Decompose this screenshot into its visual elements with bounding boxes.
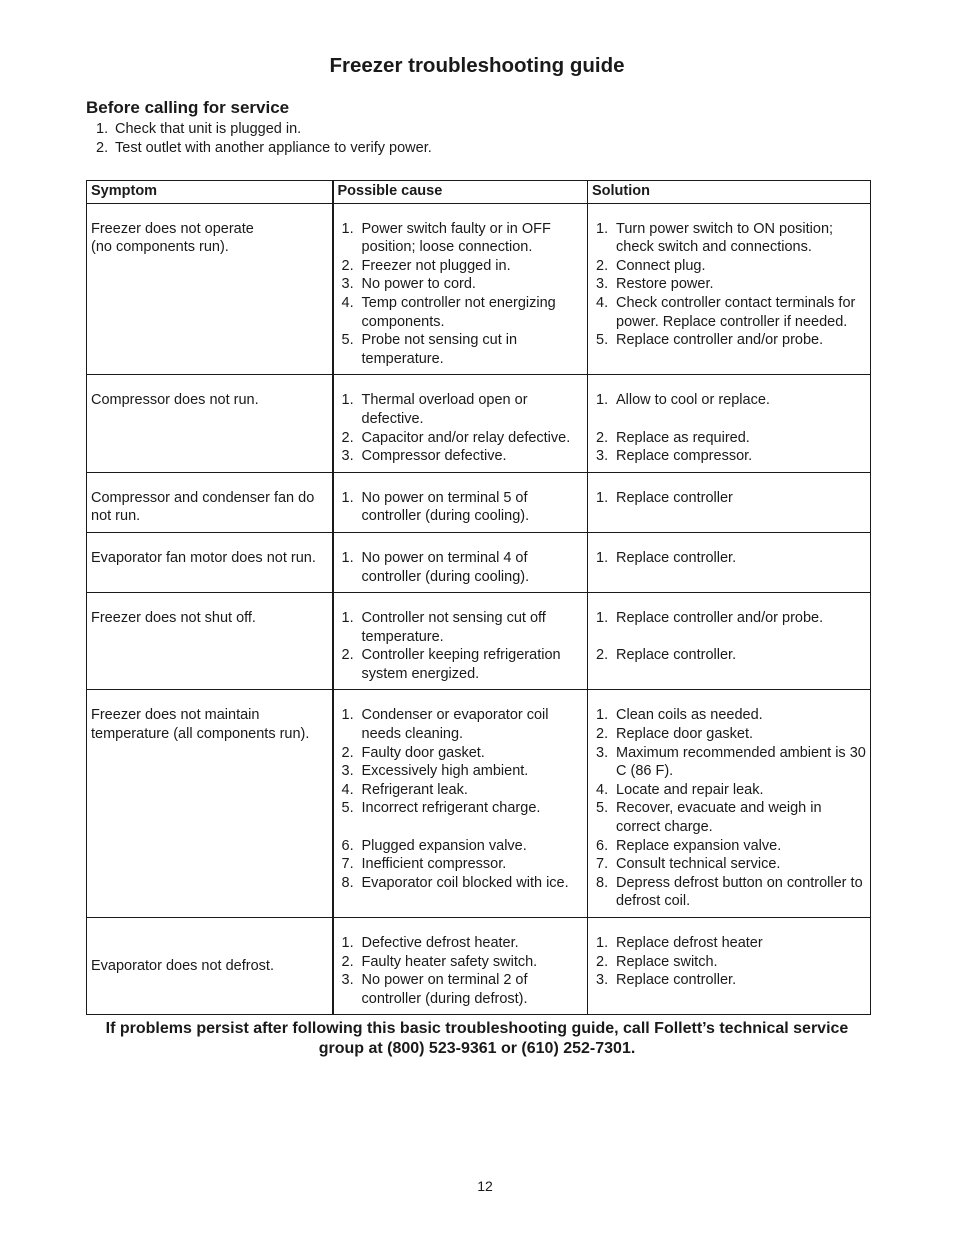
cause-item: 2. Faulty door gasket. (341, 744, 485, 761)
cause-item: 3. Compressor defective. (341, 448, 507, 465)
cause-item: 1. Condenser or evaporator coil needs cleaning. (341, 707, 549, 743)
solution-item: 2. Replace controller. (596, 647, 737, 664)
cause-item: 2. Controller keeping refrigeration system energized. (341, 647, 561, 682)
symptom-cell: Evaporator does not defrost. (87, 918, 333, 1015)
cause-cell (333, 532, 588, 592)
solution-item: 8. Depress defrost button on controller to defrost coil. (596, 874, 863, 910)
list-item: 1. Check that unit is plugged in. (96, 121, 302, 137)
symptom-cell: Freezer does not operate (no components run). (87, 203, 333, 375)
symptom-cell: Freezer does not shut off. (87, 593, 333, 690)
table-row (87, 375, 871, 472)
solution-item: 1. Clean coils as needed. (596, 707, 763, 724)
cause-item: 7. Inefficient compressor. (341, 856, 507, 873)
solution-item: 4. Check controller contact terminals for power. Replace controller if needed. (596, 294, 856, 330)
cause-item: 2. Freezer not plugged in. (341, 257, 511, 274)
cause-item: 1. Power switch faulty or in OFF position; loose connection. (341, 220, 551, 256)
service-contact-note: If problems persist after following this basic troubleshooting guide, call Follett’s technical service group at (800) 523-9361 or (610) 252-7301. (105, 1020, 849, 1057)
cause-item: 2. Faulty heater safety switch. (341, 953, 538, 970)
cause-cell (333, 472, 588, 532)
symptom-cell: Compressor does not run. (87, 375, 333, 472)
table-row (87, 203, 871, 375)
table-row (87, 472, 871, 532)
solution-item: 2. Replace as required. (596, 429, 750, 446)
cause-item: 1. No power on terminal 4 of controller (during cooling). (341, 549, 530, 585)
cause-item: 1. Defective defrost heater. (341, 935, 519, 951)
solution-item: 2. Replace switch. (596, 953, 718, 970)
solution-item: 1. Turn power switch to ON position; check switch and connections. (596, 220, 834, 256)
header-symptom: Symptom (87, 181, 333, 204)
table-row (87, 532, 871, 592)
solution-item: 4. Locate and repair leak. (596, 781, 764, 798)
troubleshooting-table (86, 180, 871, 1015)
header-solution: Solution (588, 181, 871, 204)
cause-cell (333, 375, 588, 472)
solution-item: 5. Replace controller and/or probe. (596, 332, 824, 349)
cause-item: 5. Probe not sensing cut in temperature. (341, 332, 518, 367)
header-possible-cause: Possible cause (333, 181, 588, 204)
solution-cell (588, 532, 871, 592)
cause-item: 3. No power to cord. (341, 276, 476, 293)
table-header-row (87, 181, 871, 204)
solution-item: 1. Replace controller (596, 489, 733, 506)
solution-cell (588, 375, 871, 472)
page-number: 12 (477, 1178, 493, 1194)
solution-item: 7. Consult technical service. (596, 856, 781, 873)
solution-item: 1. Allow to cool or replace. (596, 392, 770, 409)
cause-cell (333, 203, 588, 375)
before-service-heading: Before calling for service (86, 98, 290, 117)
solution-item: 3. Replace compressor. (596, 448, 753, 465)
symptom-cell: Freezer does not maintain temperature (all components run). (87, 690, 333, 918)
solution-item: 3. Maximum recommended ambient is 30 C (86 F). (596, 744, 866, 780)
solution-item: 6. Replace expansion valve. (596, 837, 782, 854)
symptom-cell: Evaporator fan motor does not run. (87, 532, 333, 592)
list-item: 2. Test outlet with another appliance to verify power. (96, 140, 432, 156)
solution-item: 1. Replace defrost heater (596, 935, 763, 951)
solution-item: 3. Replace controller. (596, 972, 737, 989)
cause-item: 6. Plugged expansion valve. (341, 837, 527, 854)
cause-item: 3. No power on terminal 2 of controller (during defrost). (341, 972, 528, 1007)
cause-item: 3. Excessively high ambient. (341, 763, 529, 780)
cause-item: 8. Evaporator coil blocked with ice. (341, 874, 569, 891)
table-row (87, 918, 871, 1015)
cause-cell (333, 918, 588, 1015)
solution-item: 3. Restore power. (596, 276, 714, 293)
solution-cell (588, 472, 871, 532)
cause-item: 4. Refrigerant leak. (341, 781, 468, 798)
table-row (87, 593, 871, 690)
cause-item: 4. Temp controller not energizing components. (341, 294, 556, 330)
cause-item: 5. Incorrect refrigerant charge. (341, 800, 541, 817)
table-row (87, 690, 871, 918)
solution-cell (588, 690, 871, 918)
before-service-list (86, 120, 432, 158)
cause-cell (333, 690, 588, 918)
solution-cell (588, 918, 871, 1015)
cause-item: 1. Thermal overload open or defective. (341, 392, 528, 427)
solution-item: 1. Replace controller and/or probe. (596, 610, 824, 627)
symptom-cell: Compressor and condenser fan do not run. (87, 472, 333, 532)
solution-item: 5. Recover, evacuate and weigh in correct charge. (596, 800, 822, 836)
solution-cell (588, 593, 871, 690)
cause-item: 1. No power on terminal 5 of controller (during cooling). (341, 489, 530, 525)
page-title: Freezer troubleshooting guide (329, 54, 625, 77)
solution-item: 2. Connect plug. (596, 257, 706, 274)
solution-item: 2. Replace door gasket. (596, 726, 754, 743)
solution-cell (588, 203, 871, 375)
cause-item: 1. Controller not sensing cut off temperature. (341, 610, 546, 645)
cause-cell (333, 593, 588, 690)
cause-item: 2. Capacitor and/or relay defective. (341, 429, 571, 446)
solution-item: 1. Replace controller. (596, 549, 737, 566)
